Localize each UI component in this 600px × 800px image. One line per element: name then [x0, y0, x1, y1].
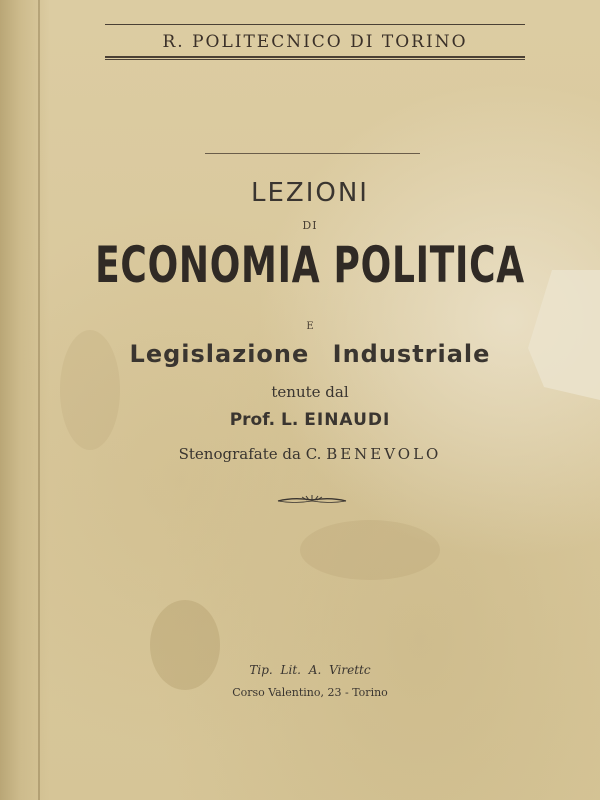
stenographer-name: BENEVOLO: [326, 445, 442, 463]
header: [105, 28, 525, 52]
professor-prefix: Prof. L.: [229, 410, 299, 430]
professor-name: EINAUDI: [304, 410, 391, 430]
conjunction-e: E: [306, 321, 314, 332]
subtitle: Legislazione Industriale: [129, 340, 491, 368]
header-rule-top: [105, 24, 525, 25]
stenographer-line: [0, 445, 600, 463]
held-by-line: tenute dal: [271, 383, 349, 401]
header-rule-bottom: [105, 56, 525, 60]
stenographer-prefix: Stenografate da C.: [178, 445, 322, 463]
institution-name: R. POLITECNICO DI TORINO: [162, 32, 468, 52]
printer-address: Corso Valentino, 23 - Torino: [232, 686, 388, 699]
torn-paper-patch: [520, 270, 600, 400]
ornament-icon: [276, 494, 348, 506]
divider-rule: [205, 153, 420, 154]
printer-line: Tip. Lit. A. Virettc: [249, 663, 371, 677]
title-line-lezioni: LEZIONI: [251, 178, 369, 208]
professor-line: [0, 410, 600, 430]
main-title: ECONOMIA POLITICA: [95, 236, 525, 294]
paper-stain: [300, 520, 440, 580]
title-line-di: DI: [302, 219, 318, 232]
